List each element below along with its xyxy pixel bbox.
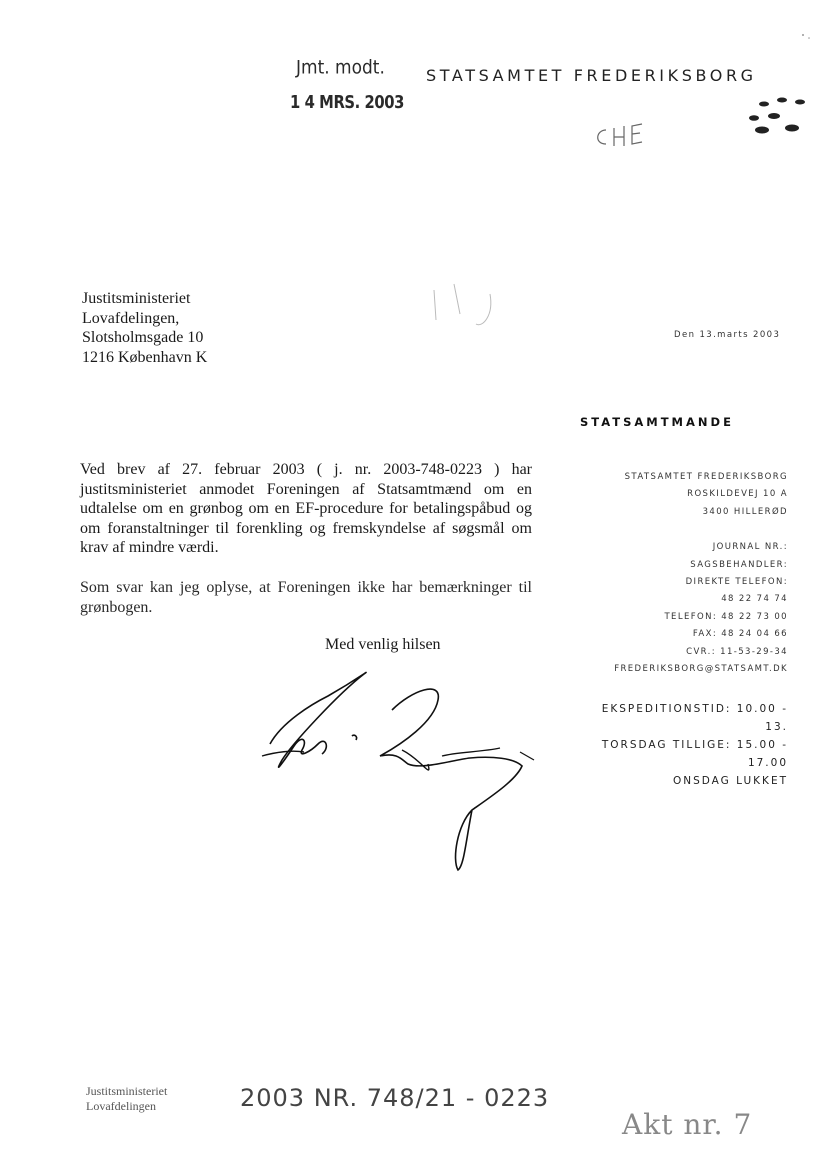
body-paragraph-2: Som svar kan jeg oplyse, at Foreningen ikke har bemærkninger til grønbogen. bbox=[80, 579, 532, 616]
recipient-line: Justitsministeriet bbox=[82, 290, 191, 307]
fax-line: FAX: 48 24 04 66 bbox=[692, 629, 788, 640]
hours-line: EKSPEDITIONSTID: 10.00 - bbox=[601, 703, 788, 715]
received-stamp-date: 1 4 MRS. 2003 bbox=[290, 92, 405, 113]
letterhead-name: STATSAMTET FREDERIKSBORG bbox=[426, 66, 757, 85]
handwritten-signature bbox=[252, 660, 552, 880]
direct-phone-label: DIREKTE TELEFON: bbox=[685, 577, 788, 588]
faint-scribble-mark bbox=[420, 280, 510, 340]
hours-line: TORSDAG TILLIGE: 15.00 - bbox=[601, 739, 788, 751]
recipient-line: Lovafdelingen, bbox=[82, 309, 180, 327]
phone-line: TELEFON: 48 22 73 00 bbox=[664, 611, 788, 622]
recipient-line: 1216 København K bbox=[82, 348, 208, 366]
footer-received-stamp bbox=[86, 1084, 167, 1114]
footer-journal-stamp: 2003 NR. 748/21 - 0223 bbox=[240, 1084, 550, 1112]
recipient-address bbox=[82, 289, 207, 367]
hours-line: 13. bbox=[765, 721, 788, 733]
body-paragraph-1: Ved brev af 27. februar 2003 ( j. nr. 2003-748-0223 ) har justitsministeriet anmodet Foreningen af Statsamtmænd om en udtalelse om en grønbog om en EF-procedure for betalingspåbud og om foranstaltninger til forenkling og fremskyndelse af søgsmål om krav af mindre værdi. bbox=[80, 461, 532, 556]
received-stamp-label: Jmt. modt. bbox=[296, 57, 385, 79]
case-officer-label: SAGSBEHANDLER: bbox=[690, 559, 788, 570]
recipient-line: Slotsholmsgade 10 bbox=[82, 329, 204, 346]
sidebar-address-line: STATSAMTET FREDERIKSBORG bbox=[624, 472, 788, 482]
journal-nr-label: JOURNAL NR.: bbox=[712, 542, 788, 553]
office-contact-block bbox=[528, 469, 788, 678]
footer-received-line: Lovafdelingen bbox=[86, 1099, 156, 1113]
sidebar-address-line: ROSKILDEVEJ 10 A bbox=[687, 489, 788, 500]
footer-akt-nr: Akt nr. 7 bbox=[622, 1108, 753, 1141]
scan-speck-mark bbox=[800, 32, 812, 40]
statsamt-logo-icon bbox=[742, 92, 808, 140]
handwritten-initials-che bbox=[592, 118, 652, 154]
letter-date: Den 13.marts 2003 bbox=[674, 330, 781, 340]
email-line: FREDERIKSBORG@STATSAMT.DK bbox=[614, 664, 788, 675]
footer-received-line: Justitsministeriet bbox=[86, 1084, 168, 1098]
sidebar-address-line: 3400 HILLERØD bbox=[702, 506, 788, 517]
opening-hours-block bbox=[548, 700, 788, 790]
closing-greeting: Med venlig hilsen bbox=[325, 636, 441, 653]
hours-line: ONSDAG LUKKET bbox=[673, 775, 788, 787]
direct-phone-value: 48 22 74 74 bbox=[721, 594, 788, 605]
cvr-line: CVR.: 11-53-29-34 bbox=[686, 646, 788, 657]
office-title: STATSAMTMANDE bbox=[580, 415, 734, 429]
hours-line: 17.00 bbox=[747, 757, 788, 769]
